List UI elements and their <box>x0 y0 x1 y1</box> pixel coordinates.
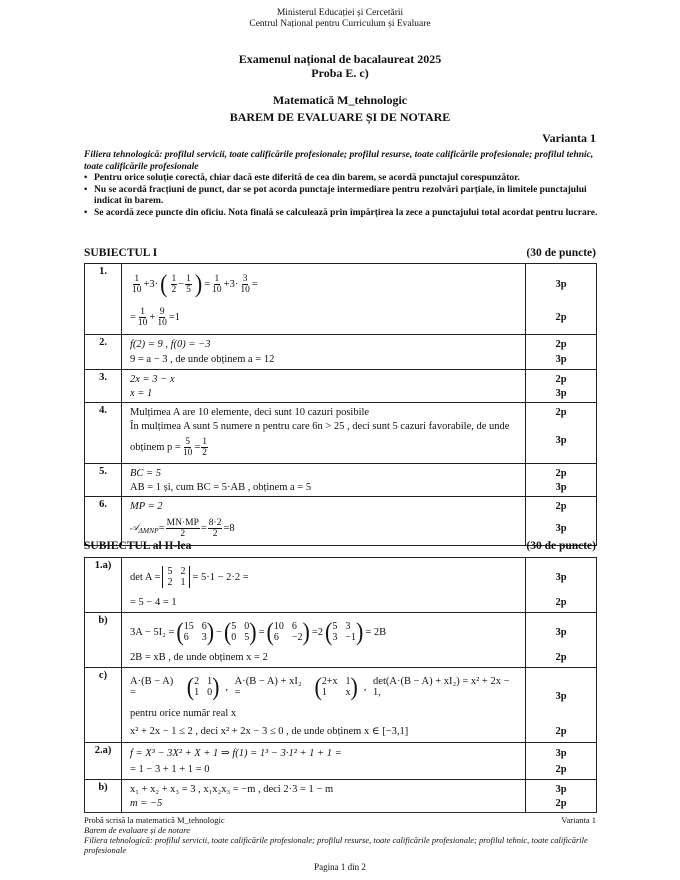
intro-bullet-2: • Nu se acordă fracțiuni de punct, dar se pot acorda punctaje intermediare pentru rezolvări parțiale, în limitele punctajului indicat în barem. <box>84 185 600 208</box>
subject1-heading <box>84 247 596 259</box>
intro-bullet-1: • Pentru orice soluție corectă, chiar dacă este diferită de cea din barem, se acordă punctajul corespunzător. <box>84 173 600 185</box>
item-points: 3p 2p <box>526 264 597 335</box>
det-line: det A = 5 2 2 1 = 5·1 − 2·2 = <box>130 566 249 588</box>
table-row: 3. 2x = 3 − x x = 1 2p 3p <box>85 370 597 403</box>
subject-name: Matematică M_tehnologic <box>272 93 408 107</box>
item-number: 3. <box>85 370 122 403</box>
table-row: 1.a) det A = 5 2 2 1 = 5·1 − 2·2 = = 5 − 4 = 1 3p 2p <box>85 558 597 613</box>
table-row: 5. BC = 5 AB = 1 și, cum BC = 5·AB , obținem a = 5 2p 3p <box>85 464 597 497</box>
intro-bullet-3: • Se acordă zece puncte din oficiu. Nota finală se calculează prin împărțirea la zece a punctajului total acordat pentru lucrare. <box>84 208 600 220</box>
footer-exam: Probă scrisă la matematică M_tehnologic <box>84 815 225 825</box>
item-number: b) <box>85 780 122 813</box>
filiera-text: Filiera tehnologică: profilul servicii, toate calificările profesionale; profilul resurse, toate calificările profesionale; profilul tehnic, toate calificările profesionale <box>84 150 594 172</box>
table-row: b) x₁ + x₂ + x₃ = 3 , x₁x₂x₃ = −m , deci 2·3 = 1 − m m = −5 3p 2p <box>85 780 597 813</box>
subject2-points: (30 de puncte) <box>526 540 596 552</box>
table-row: 4. Mulțimea A are 10 elemente, deci sunt 10 cazuri posibile În mulțimea A sunt 5 numere n pentru care 6n > 25 , deci sunt 5 cazuri favorabile, de unde obținem p = $\frac{5}{10}$ = $\frac{1}{2}$ 2p 3p <box>85 403 597 464</box>
footer <box>84 815 596 855</box>
table-row: b) 3A − 5I₂ = ( 15 6 6 3 ) − ( 5 0 0 5 ) = ( 10 6 6 −2 ) =2 ( 5 3 3 −1 ) = 2B 2B = xB , de unde obținem x = 2 3p 2p <box>85 613 597 668</box>
proba-label: Proba E. c) <box>311 66 369 80</box>
item1-line2: = $\frac{1}{10}$ + $\frac{9}{10}$ =1 <box>130 306 181 328</box>
center-name: Centrul Național pentru Curriculum și Evaluare <box>249 19 431 29</box>
intro-block <box>84 150 600 219</box>
item1-line1: $\frac{1}{10}$ +3· ( $\frac{1}{2}$ − $\frac{1}{5}$ ) = $\frac{1}{10}$ +3· $\frac{3}{10}$ = <box>132 269 258 298</box>
item-number: 6. <box>85 497 122 546</box>
table-row <box>85 264 597 335</box>
subject1-table <box>84 263 597 546</box>
item-number: c) <box>85 668 122 743</box>
table-row: 6. MP = 2 𝒜$_{\Delta MNP}$ = $\frac{MN\cdot MP}{2}$ = $\frac{8\cdot 2}{2}$ =8 2p 3p <box>85 497 597 546</box>
item-number: 4. <box>85 403 122 464</box>
item-number: 5. <box>85 464 122 497</box>
item-number: 1.a) <box>85 558 122 613</box>
subject1-title: SUBIECTUL I <box>84 247 158 259</box>
subject2-heading <box>84 540 596 552</box>
table-row: c) A·(B − A) = ( 2 1 1 0 ) , A·(B − A) + xI₂ = ( 2+x 1 1 x ) , det(A·(B − A) + xI₂) = x² + 2x − 1, pentru orice număr real x x² + 2x − 1 ≤ 2 , deci x² + 2x − 3 ≤ 0 , de unde obținem x ∈ [−3,1] 3p 2p <box>85 668 597 743</box>
item-number: 1. <box>85 264 122 335</box>
footer-barem: Barem de evaluare și de notare <box>84 825 190 835</box>
page-number: Pagina 1 din 2 <box>314 862 366 872</box>
subject2-table <box>84 557 597 813</box>
footer-variant: Varianta 1 <box>561 815 596 825</box>
subject2-title: SUBIECTUL al II-lea <box>84 540 192 552</box>
item-body <box>122 264 526 335</box>
footer-rule <box>84 812 596 813</box>
product-line: A·(B − A) = ( 2 1 1 0 ) , A·(B − A) + xI₂ = ( 2+x 1 1 x ) , det(A·(B − A) + xI₂) = x² + 2x − 1, <box>130 672 510 701</box>
ministry-name: Ministerul Educației și Cercetării <box>276 8 404 18</box>
barem-title: BAREM DE EVALUARE ȘI DE NOTARE <box>229 110 451 124</box>
footer-filiera: Filiera tehnologică: profilul servicii, toate calificările profesionale; profilul resurse, toate calificările profesionale; profilul tehnic, toate calificările profesionale <box>84 835 588 855</box>
item-number: b) <box>85 613 122 668</box>
item-number: 2.a) <box>85 743 122 780</box>
matrix-line: 3A − 5I₂ = ( 15 6 6 3 ) − ( 5 0 0 5 ) = ( 10 6 6 −2 ) =2 ( 5 3 3 −1 ) = 2B <box>130 617 387 646</box>
variant-label: Varianta 1 <box>542 131 596 145</box>
table-row: 2.a) f = X³ − 3X² + X + 1 ⇒ f(1) = 1³ − 3·1² + 1 + 1 = = 1 − 3 + 1 + 1 = 0 3p 2p <box>85 743 597 780</box>
item4-probability: obținem p = $\frac{5}{10}$ = $\frac{1}{2}$ <box>130 436 208 458</box>
item6-area: 𝒜$_{\Delta MNP}$ = $\frac{MN\cdot MP}{2}$ = $\frac{8\cdot 2}{2}$ =8 <box>130 517 235 539</box>
subject1-points: (30 de puncte) <box>526 247 596 259</box>
exam-title: Examenul național de bacalaureat 2025 <box>238 52 442 66</box>
item-number: 2. <box>85 335 122 370</box>
table-row: 2. f(2) = 9 , f(0) = −3 9 = a − 3 , de unde obținem a = 12 2p 3p <box>85 335 597 370</box>
